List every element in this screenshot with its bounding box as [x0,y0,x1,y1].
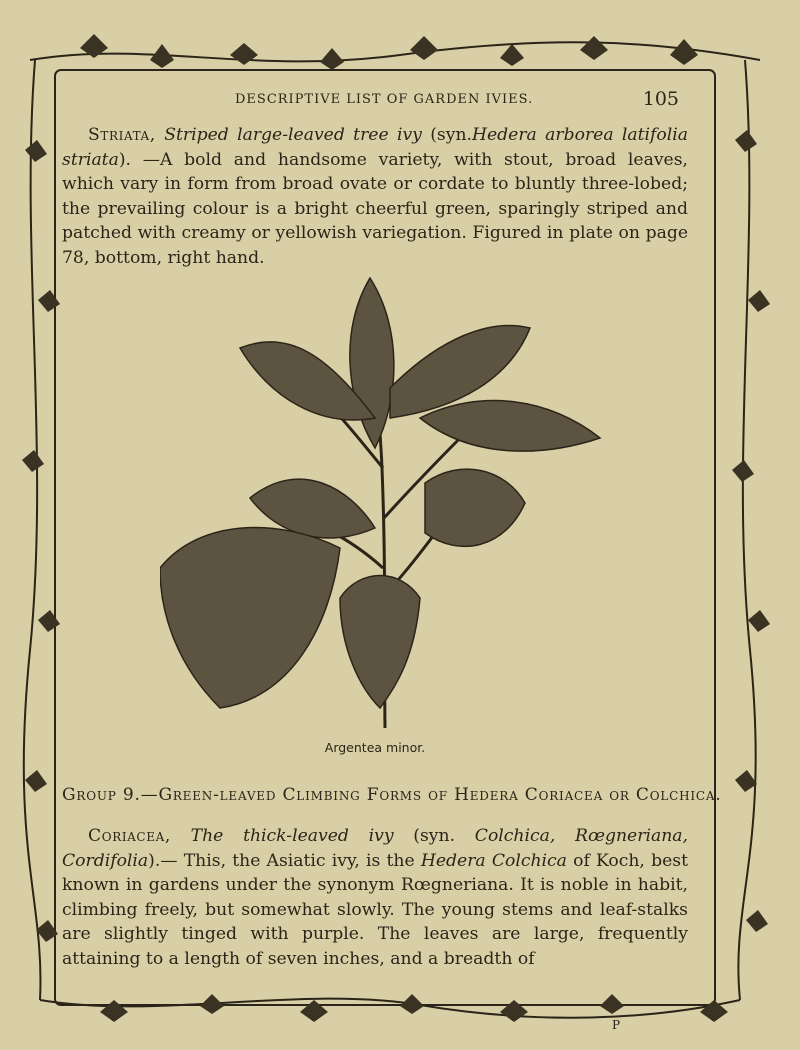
syn-close: ). [118,149,132,170]
group-heading: Group 9.—Green-leaved Climbing Forms of Hedera Coriacea or Colchica. [62,785,722,805]
syn-open: (syn. [413,826,456,846]
synonym: Hedera arborea latifolia striata [62,125,689,170]
species-name: Hedera Colchica [420,850,567,871]
syn-close: ).— [148,850,178,871]
syn-open: (syn. [430,125,472,145]
entry-body-1: This, the Asiatic ivy, is the [183,850,415,871]
synonyms: Colchica, Rœgneriana, Cordifolia [62,826,688,871]
entry-striata [62,123,688,270]
entry-body-2: of Koch, best known in gardens under the synonym Rœgneriana. It is noble in habit, climbing freely, but somewhat slowly. The young stems and leaf-stalks are slightly tinged with purple. The leaves are large, frequently attaining to a length of seven inches, and a breadth of [62,850,688,969]
entry-name: Coriacea, [88,826,171,846]
ivy-engraving-illustration [160,268,610,738]
common-name: The thick-leaved ivy [190,826,394,846]
entry-name: Striata, [88,125,156,145]
entry-body: —A bold and handsome variety, with stout, broad leaves, which vary in form from broad ovate or cordate to bluntly three-lobed; the prevailing colour is a bright cheerful green, sparingly striped and patched with creamy or yellowish variegation. Figured in plate on page 78, bottom, right hand. [62,149,688,268]
running-header [60,88,685,112]
running-title: DESCRIPTIVE LIST OF GARDEN IVIES. [235,92,534,107]
common-name: Striped large-leaved tree ivy [164,125,422,145]
entry-coriacea [62,824,688,971]
page-number: 105 [642,88,679,110]
figure-caption: Argentea minor. [324,740,426,755]
signature-mark: P [612,1018,621,1032]
